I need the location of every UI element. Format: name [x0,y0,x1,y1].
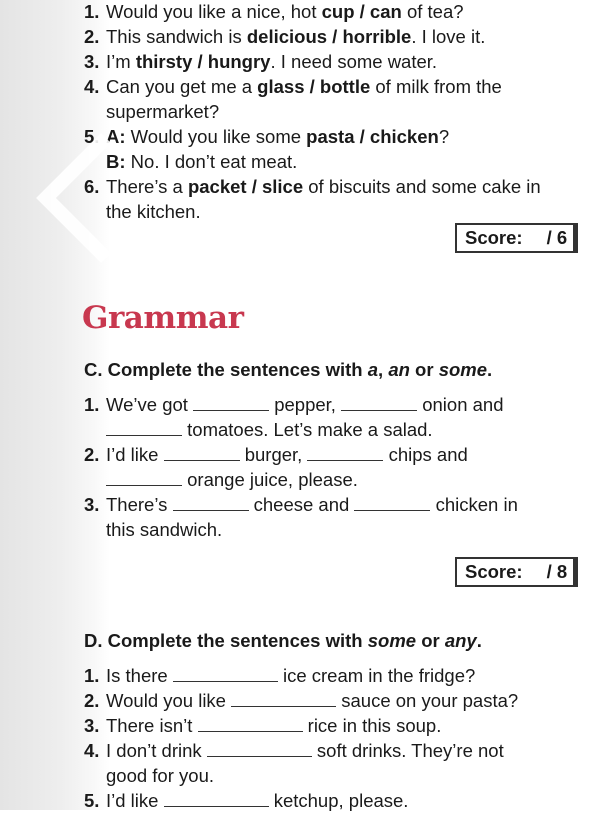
exercise-d-item-5: I’d like ketchup, please. [106,790,409,811]
exercise-b-item-5a: A: Would you like some pasta / chicken? [106,126,450,147]
exercise-b-item-6-cont: the kitchen. [106,201,201,222]
item-number: 3. [84,51,100,72]
exercise-c-heading: C. Complete the sentences with a, an or some. [84,359,493,380]
answer-blank[interactable] [231,692,336,707]
item-number: 3. [84,494,100,515]
item-number: 1. [84,394,100,415]
exercise-d-item-4-cont: good for you. [106,765,214,786]
exercise-b-item-4-cont: supermarket? [106,101,220,122]
exercise-c-item-3: There’s cheese and chicken in [106,494,518,515]
exercise-c-item-3-cont: this sandwich. [106,519,223,540]
answer-blank[interactable] [198,717,303,732]
exercise-d-item-3: There isn’t rice in this soup. [106,715,442,736]
item-number: 2. [84,26,100,47]
exercise-b-item-2: This sandwich is delicious / horrible. I love it. [106,26,486,47]
answer-blank[interactable] [106,471,182,486]
exercise-d-item-4: I don’t drink soft drinks. They’re not [106,740,504,761]
item-number: 2. [84,690,100,711]
answer-blank[interactable] [173,496,249,511]
exercise-b-item-3: I’m thirsty / hungry. I need some water. [106,51,438,72]
item-number: 3. [84,715,100,736]
answer-blank[interactable] [164,792,269,807]
section-title: Grammar [82,300,244,336]
item-number: 6. [84,176,100,197]
chevron-left-icon[interactable] [34,128,124,268]
item-number: 5. [84,126,100,147]
answer-blank[interactable] [354,496,430,511]
answer-blank[interactable] [164,446,240,461]
answer-blank[interactable] [106,421,182,436]
exercise-b-item-5b: B: No. I don’t eat meat. [106,151,298,172]
score-box: Score: / 8 [455,557,575,587]
exercise-d-item-2: Would you like sauce on your pasta? [106,690,519,711]
answer-blank[interactable] [307,446,383,461]
exercise-b-item-4: Can you get me a glass / bottle of milk from the [106,76,502,97]
exercise-c-item-1: We’ve got pepper, onion and [106,394,504,415]
answer-blank[interactable] [173,667,278,682]
exercise-b-item-6: There’s a packet / slice of biscuits and some cake in [106,176,541,197]
item-number: 1. [84,665,100,686]
score-box: Score: / 6 [455,223,575,253]
item-number: 1. [84,1,100,22]
exercise-b-item-1: Would you like a nice, hot cup / can of tea? [106,1,464,22]
exercise-c-item-2: I’d like burger, chips and [106,444,468,465]
item-number: 4. [84,76,100,97]
exercise-d-heading: D. Complete the sentences with some or any. [84,630,482,651]
answer-blank[interactable] [193,396,269,411]
exercise-d-item-1: Is there ice cream in the fridge? [106,665,476,686]
answer-blank[interactable] [207,742,312,757]
answer-blank[interactable] [341,396,417,411]
exercise-c-item-1-cont: tomatoes. Let’s make a salad. [106,417,433,442]
item-number: 2. [84,444,100,465]
item-number: 4. [84,740,100,761]
exercise-c-item-2-cont: orange juice, please. [106,467,358,492]
item-number: 5. [84,790,100,811]
